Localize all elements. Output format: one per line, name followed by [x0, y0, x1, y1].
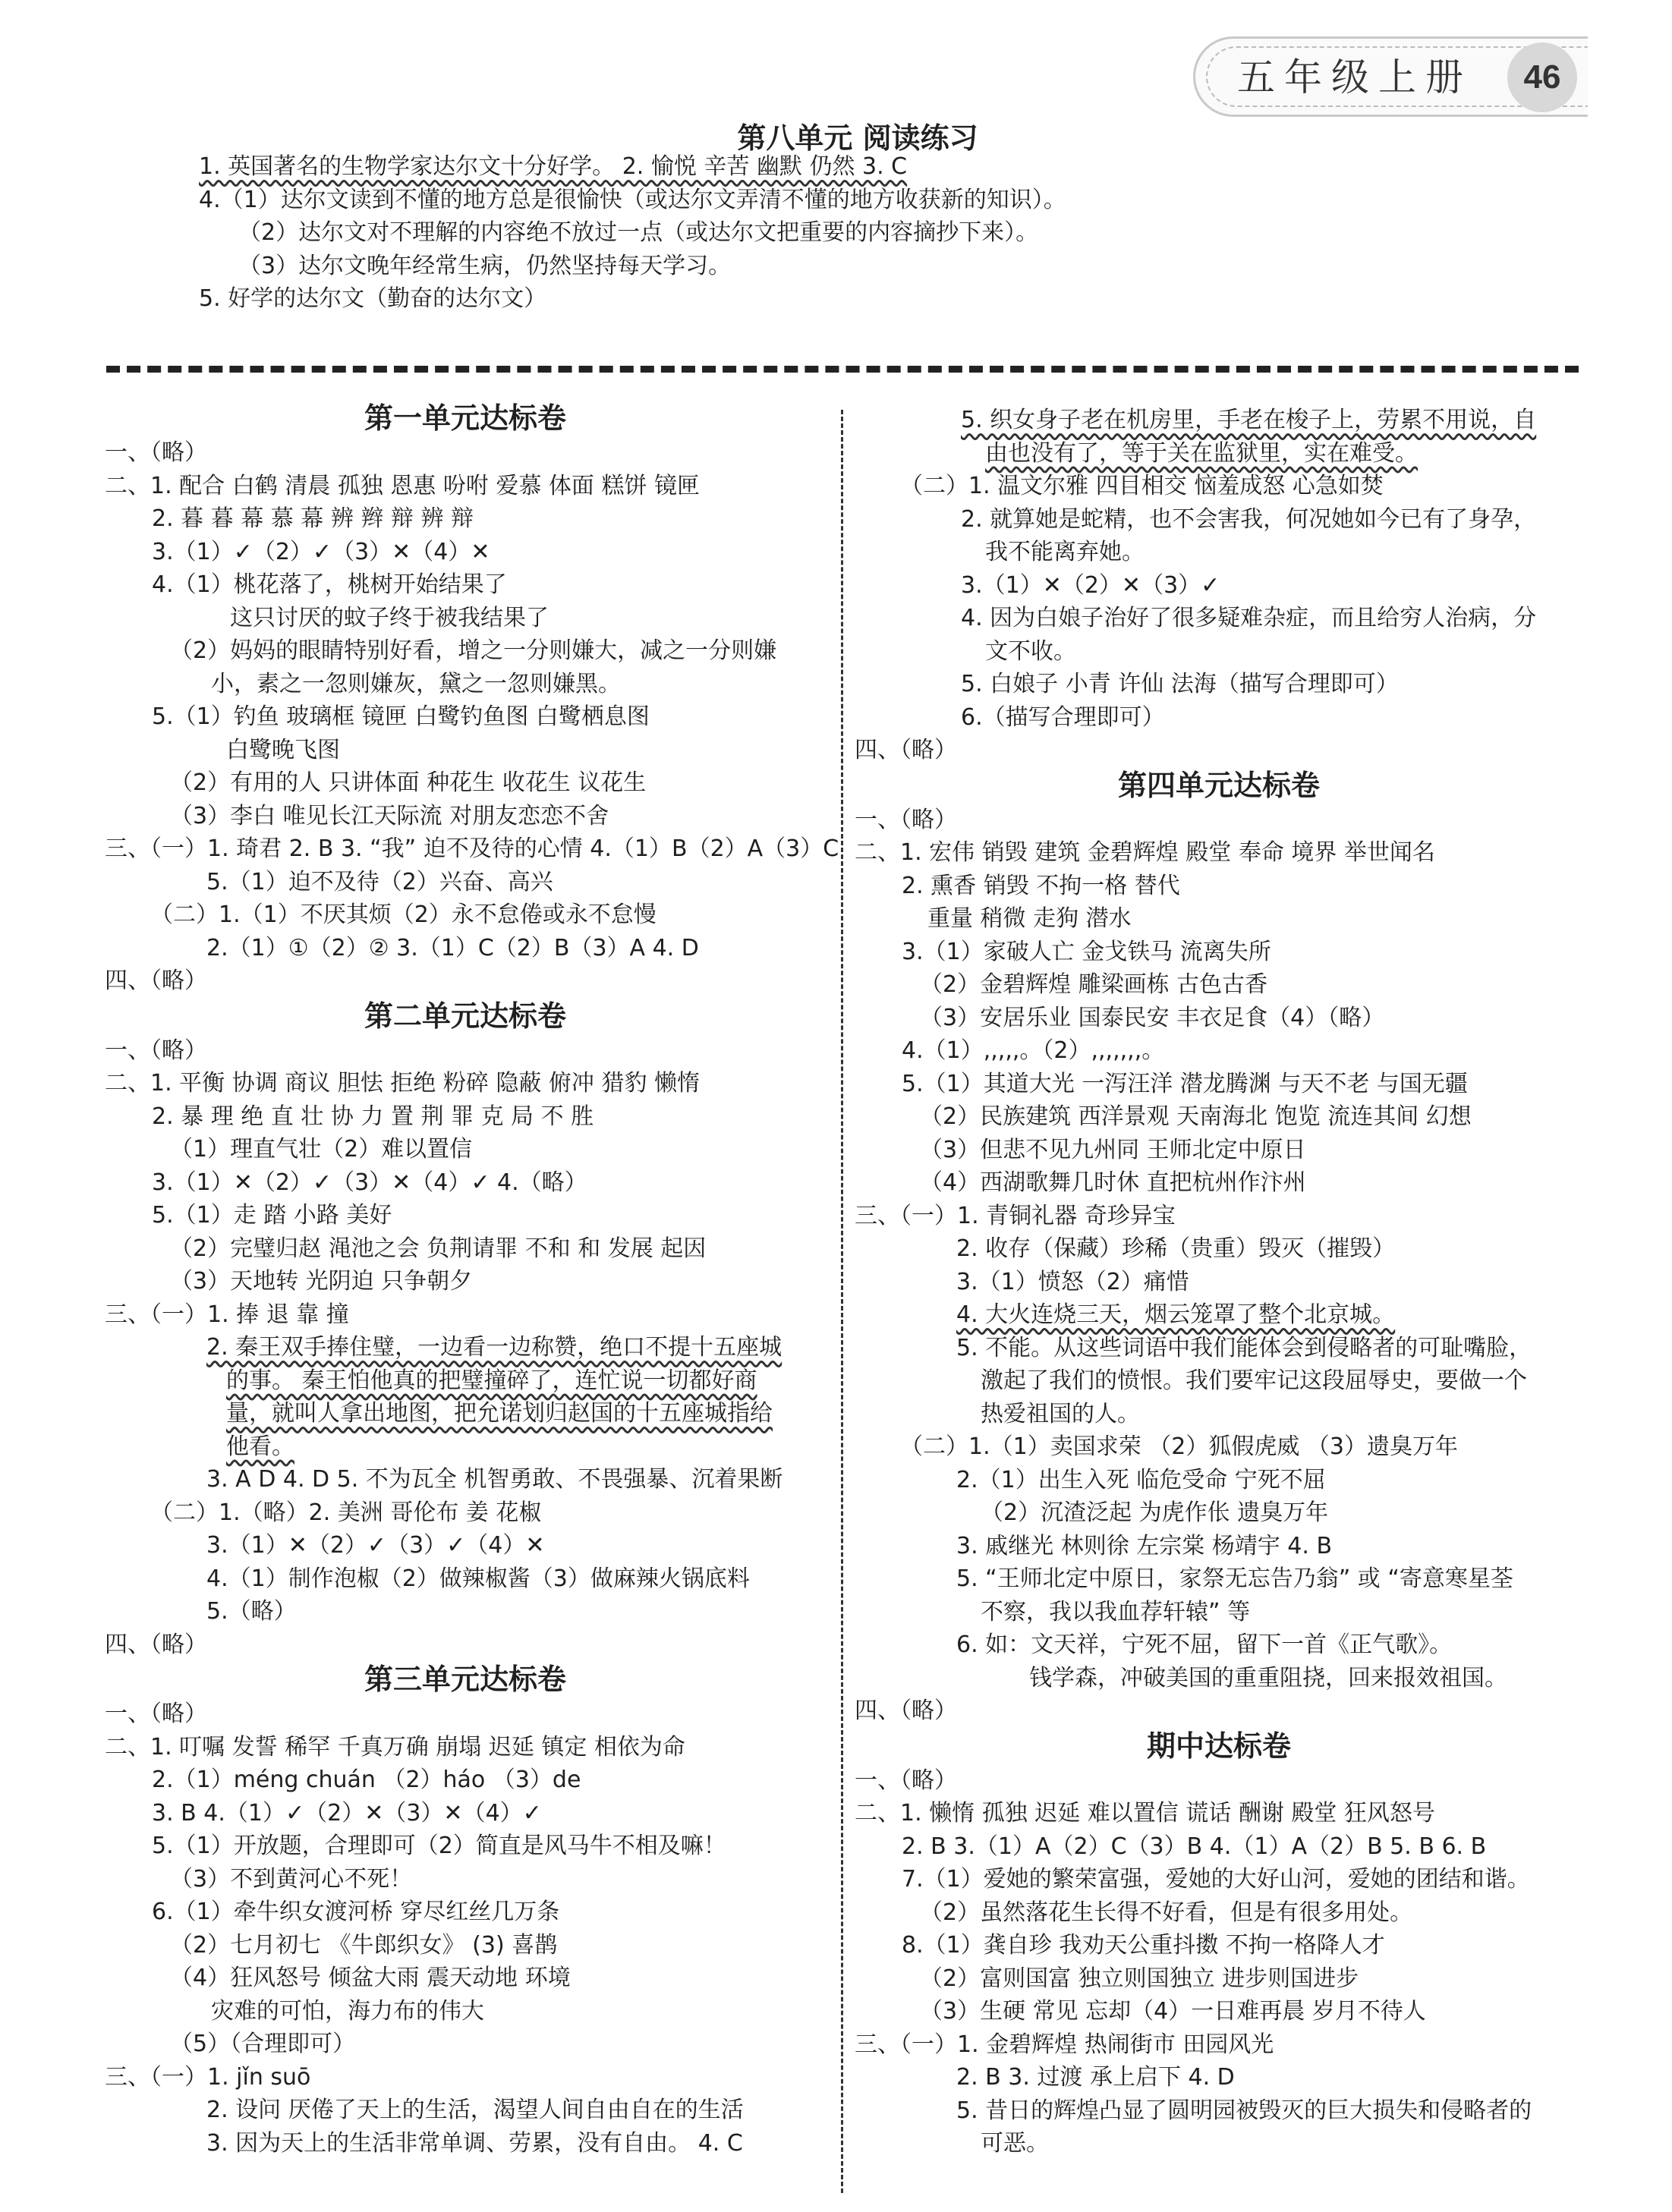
answer-line: 四、（略）	[105, 1631, 207, 1658]
left-column	[105, 400, 839, 2160]
answer-line: 这只讨厌的蚊子终于被我结果了	[230, 604, 549, 631]
answer-line: 5.（1）开放题，合理即可（2）简直是风马牛不相及嘛！	[152, 1833, 726, 1859]
answer-line: （2）富则国富 独立则国独立 进步则国进步	[920, 1965, 1359, 1992]
answer-line: 5. “王师北定中原日，家祭无忘告乃翁” 或 “寄意寒星荃	[956, 1565, 1513, 1592]
answer-line: 不察，我以我血荐轩辕” 等	[981, 1598, 1251, 1625]
answer-line: 3. 戚继光 林则徐 左宗棠 杨靖宇 4. B	[956, 1532, 1333, 1559]
answer-line: 6. 如：文天祥，宁死不屈，留下一首《正气歌》。	[956, 1631, 1453, 1658]
answer-line: （5）（合理即可）	[170, 2031, 356, 2057]
answer-line: 2. 暮 暮 幕 慕 幕 辨 辫 辩 辨 辩	[152, 505, 474, 532]
column-divider	[841, 410, 843, 2193]
answer-line: 二、1. 懒惰 孤独 迟延 难以置信 谎话 酬谢 殿堂 狂风怒号	[855, 1800, 1435, 1827]
underlined-answer: 由也没有了，等于关在监狱里，实在难受。	[985, 439, 1418, 467]
answer-line	[855, 1298, 1583, 1332]
underlined-answer: 1. 英国著名的生物学家达尔文十分好学。 2. 愉悦 辛苦 幽默 仍然 3. C	[199, 153, 908, 180]
answer-line	[105, 1430, 826, 1464]
answer-line: 2.（1）出生入死 临危受命 宁死不屈	[956, 1466, 1326, 1493]
answer-line	[105, 1331, 826, 1364]
answer-line: （4）狂风怒号 倾盆大雨 震天动地 环境	[170, 1965, 571, 1991]
answer-line: 2. B 3.（1）A（2）C（3）B 4.（1）A（2）B 5. B 6. B	[902, 1833, 1487, 1860]
answer-line: 4. 因为白娘子治好了很多疑难杂症，而且给穷人治病，分	[961, 605, 1537, 631]
answer-line: （2）完璧归赵 渑池之会 负荆请罪 不和 和 发展 起因	[170, 1235, 707, 1262]
answer-line	[199, 150, 1066, 184]
answer-line: 3. 因为天上的生活非常单调、劳累，没有自由。 4. C	[206, 2129, 743, 2157]
answer-line: 2. B 3. 过渡 承上启下 4. D	[956, 2064, 1235, 2091]
answer-line: 3.（1）家破人亡 金戈铁马 流离失所	[902, 938, 1271, 965]
answer-line: （3）李白 唯见长江天际流 对朋友恋恋不舍	[170, 802, 609, 829]
underlined-answer: 2. 秦王双手捧住璧，一边看一边称赞，绝口不提十五座城	[206, 1334, 782, 1361]
top-answers	[199, 150, 1066, 316]
answer-line: （4）西湖歌舞几时休 直把杭州作汴州	[920, 1169, 1306, 1196]
answer-line: （二）1.（1）卖国求荣 （2）狐假虎威 （3）遗臭万年	[900, 1433, 1458, 1460]
unit2-title: 第二单元达标卷	[364, 999, 566, 1033]
answer-line: （3）达尔文晚年经常生病，仍然坚持每天学习。	[238, 252, 732, 279]
answer-line: 3.（1）✓（2）✓（3）✕（4）✕	[152, 538, 490, 565]
answer-line: 二、1. 叮嘱 发誓 稀罕 千真万确 崩塌 迟延 镇定 相依为命	[105, 1733, 685, 1760]
answer-line: 5. 不能。从这些词语中我们能体会到侵略者的可耻嘴脸，	[956, 1334, 1532, 1361]
answer-line: 2. 暴 理 绝 直 壮 协 力 置 荆 罪 克 局 不 胜	[152, 1103, 594, 1130]
answer-line: 7.（1）爱她的繁荣富强，爱她的大好山河，爱她的团结和谐。	[902, 1866, 1530, 1893]
answer-line: 激起了我们的愤恨。我们要牢记这段屈辱史，要做一个	[981, 1367, 1527, 1394]
answer-line: （3）不到黄河心不死！	[170, 1865, 413, 1893]
answer-line: 2. 收存（保藏）珍稀（贵重）毁灭（摧毁）	[956, 1235, 1396, 1262]
answer-line	[105, 1364, 826, 1398]
section-divider	[106, 366, 1579, 373]
answer-line: 热爱祖国的人。	[981, 1400, 1140, 1427]
answer-line: 2.（1）①（2）② 3.（1）C（2）B（3）A 4. D	[206, 934, 699, 961]
unit4-title: 第四单元达标卷	[1117, 768, 1320, 802]
answer-line: 一、（略）	[105, 439, 207, 466]
answer-line: 2. 熏香 销毁 不拘一格 替代	[902, 872, 1180, 899]
underlined-answer: 量，就叫人拿出地图，把允诺划归赵国的十五座城指给	[226, 1400, 773, 1427]
answer-line: 5. 白娘子 小青 许仙 法海（描写合理即可）	[961, 671, 1399, 697]
answer-line: 2. 设问 厌倦了天上的生活，渴望人间自由自在的生活	[206, 2097, 744, 2123]
answer-line: 3.（1）✕（2）✓（3）✕（4）✓ 4.（略）	[152, 1169, 587, 1196]
answer-line: 5. 好学的达尔文（勤奋的达尔文）	[199, 285, 547, 312]
answer-line: 5.（1）其道大光 一泻汪洋 潜龙腾渊 与天不老 与国无疆	[902, 1070, 1468, 1097]
underlined-answer: 的事。 秦王怕他真的把璧撞碎了，连忙说一切都好商	[226, 1367, 757, 1394]
answer-line: 二、1. 平衡 协调 商议 胆怯 拒绝 粉碎 隐蔽 俯冲 猎豹 懒惰	[105, 1070, 700, 1097]
answer-line: 一、（略）	[855, 806, 957, 833]
answer-line: 四、（略）	[855, 1698, 957, 1724]
answer-line: 3. A D 4. D 5. 不为瓦全 机智勇敢、不畏强暴、沉着果断	[206, 1466, 783, 1493]
grade-title: 五年级上册	[1237, 55, 1472, 99]
answer-line: 4.（1）达尔文读到不懂的地方总是很愉快（或达尔文弄清不懂的地方收获新的知识）。	[199, 186, 1066, 213]
answer-line: 一、（略）	[855, 1767, 957, 1794]
answer-line: 三、（一）1. 金碧辉煌 热闹街市 田园风光	[855, 2031, 1274, 2058]
unit3-title: 第三单元达标卷	[364, 1663, 566, 1696]
answer-line	[855, 404, 1583, 437]
answer-line: （二）1.（略）2. 美洲 哥伦布 姜 花椒	[150, 1499, 542, 1526]
answer-line: 6.（描写合理即可）	[961, 703, 1165, 731]
answer-line: （2）达尔文对不理解的内容绝不放过一点（或达尔文把重要的内容摘抄下来）。	[238, 219, 1039, 246]
answer-line: 5.（略）	[206, 1598, 297, 1625]
underlined-answer: 5. 织女身子老在机房里，手老在梭子上，劳累不用说，自	[961, 407, 1537, 433]
answer-line: 3.（1）愤怒（2）痛惜	[956, 1268, 1189, 1295]
answer-line: 5.（1）走 踏 小路 美好	[152, 1202, 392, 1229]
answer-line: （2）有用的人 只讲体面 种花生 收花生 议花生	[170, 769, 647, 796]
answer-line: （3）天地转 光阴迫 只争朝夕	[170, 1268, 473, 1295]
right-column	[855, 404, 1583, 2160]
answer-line: 5. 昔日的辉煌凸显了圆明园被毁灭的巨大损失和侵略者的	[956, 2097, 1532, 2124]
answer-line: 四、（略）	[855, 737, 957, 763]
answer-line: 灾难的可怕，海力布的伟大	[211, 1997, 484, 2025]
answer-line: 一、（略）	[105, 1037, 207, 1064]
answer-line: 4.（1）桃花落了，桃树开始结果了	[152, 571, 507, 598]
answer-line: 钱学森，冲破美国的重重阻挠，回来报效祖国。	[1029, 1664, 1507, 1691]
answer-line: （2）七月初七 《牛郎织女》 (3) 喜鹊	[170, 1931, 558, 1959]
answer-line: 8.（1）龚自珍 我劝天公重抖擞 不拘一格降人才	[902, 1932, 1385, 1959]
answer-line: 3.（1）✕（2）✕（3）✓	[961, 571, 1220, 599]
answer-line: （2）沉渣泛起 为虎作伥 遗臭万年	[981, 1499, 1329, 1526]
answer-line: 3. B 4.（1）✓（2）✕（3）✕（4）✓	[152, 1799, 542, 1827]
answer-line: 3.（1）✕（2）✓（3）✓（4）✕	[206, 1532, 545, 1559]
answer-line: （二）1. 温文尔雅 四目相交 恼羞成怒 心急如焚	[900, 473, 1384, 499]
answer-line: 5.（1）钓鱼 玻璃框 镜匣 白鹭钓鱼图 白鹭栖息图	[152, 703, 650, 730]
answer-line: （2）民族建筑 西洋景观 天南海北 饱览 流连其间 幻想	[920, 1103, 1472, 1130]
answer-line: （2）虽然落花生长得不好看，但是有很多用处。	[920, 1899, 1413, 1926]
answer-line: （3）但悲不见九州同 王师北定中原日	[920, 1136, 1306, 1163]
answer-line: 白鹭晚飞图	[226, 736, 340, 763]
answer-line: 二、1. 宏伟 销毁 建筑 金碧辉煌 殿堂 奉命 境界 举世闻名	[855, 839, 1435, 866]
answer-line: （1）理直气壮（2）难以置信	[170, 1136, 473, 1163]
unit1-title: 第一单元达标卷	[364, 401, 566, 435]
answer-line: 4.（1）制作泡椒（2）做辣椒酱（3）做麻辣火锅底料	[206, 1565, 750, 1592]
answer-line: 重量 稍微 走狗 潜水	[927, 905, 1132, 932]
answer-line: 5.（1）迫不及待（2）兴奋、高兴	[206, 868, 553, 895]
answer-line: （2）金碧辉煌 雕梁画栋 古色古香	[920, 971, 1268, 998]
answer-line: （2）妈妈的眼睛特别好看，增之一分则嫌大，减之一分则嫌	[170, 637, 777, 664]
answer-line: 四、（略）	[105, 968, 207, 994]
answer-line: 三、（一）1. 青铜礼器 奇珍异宝	[855, 1202, 1176, 1229]
answer-line: 我不能离弃她。	[985, 539, 1145, 565]
answer-line: 三、（一）1. 捧 退 靠 撞	[105, 1301, 349, 1328]
answer-line: 2.（1）méng chuán （2）háo （3）de	[152, 1767, 581, 1793]
underlined-answer: 4. 大火连烧三天，烟云笼罩了整个北京城。	[956, 1301, 1396, 1328]
answer-line	[105, 1397, 826, 1430]
answer-line: （3）安居乐业 国泰民安 丰衣足食（4）（略）	[920, 1004, 1385, 1031]
answer-line: 文不收。	[985, 637, 1076, 665]
answer-line: （3）生硬 常见 忘却（4）一日难再晨 岁月不待人	[920, 1998, 1426, 2025]
page-number: 46	[1507, 42, 1577, 112]
section-title: 第八单元 阅读练习	[737, 121, 978, 155]
midterm-title: 期中达标卷	[1146, 1729, 1291, 1763]
answer-line: （二）1.（1）不厌其烦（2）永不怠倦或永不怠慢	[150, 901, 657, 928]
answer-line	[855, 437, 1583, 470]
answer-line: 4.（1）,,,,,。（2）,,,,,,,。	[902, 1037, 1165, 1064]
underlined-answer: 他看。	[226, 1433, 294, 1460]
answer-line: 三、（一）1. 琦君 2. B 3. “我” 迫不及待的心情 4.（1）B（2）A（3）C	[105, 835, 839, 862]
answer-line: 二、1. 配合 白鹤 清晨 孤独 恩惠 吩咐 爱慕 体面 糕饼 镜匣	[105, 472, 700, 499]
answer-line: 2. 就算她是蛇精，也不会害我，何况她如今已有了身孕，	[961, 505, 1537, 533]
answer-line: 三、（一）1. jǐn suō	[105, 2063, 311, 2091]
answer-line: 6.（1）牵牛织女渡河桥 穿尽红丝几万条	[152, 1899, 560, 1925]
answer-line: 可恶。	[981, 2130, 1049, 2157]
answer-line: 一、（略）	[105, 1701, 207, 1727]
answer-line: 小，素之一忽则嫌灰，黛之一忽则嫌黑。	[211, 670, 621, 697]
